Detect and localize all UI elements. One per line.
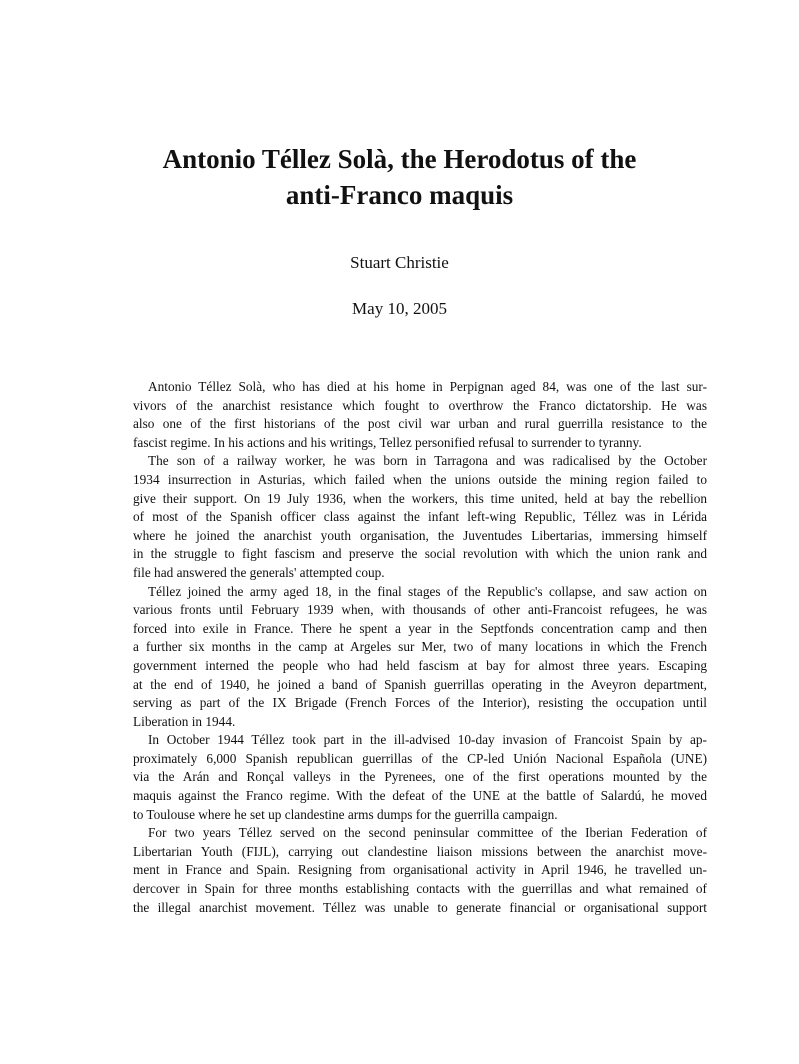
author-name: Stuart Christie	[350, 253, 449, 272]
text-line: via the Arán and Ronçal valleys in the Pyrenees, one of the first operations mounted by the	[133, 769, 707, 785]
text-line: vivors of the anarchist resistance which fought to overthrow the Franco dictatorship. He was	[133, 397, 707, 413]
publication-date: May 10, 2005	[352, 299, 447, 318]
text-line: government interned the people who had held fascism at bay for almost three years. Escaping	[133, 657, 707, 673]
text-line: Liberation in 1944.	[133, 713, 236, 729]
text-line: give their support. On 19 July 1936, when the workers, this time united, held at bay the rebellion	[133, 490, 707, 506]
text-line: maquis against the Franco regime. With the defeat of the UNE at the battle of Salardú, he moved	[133, 788, 707, 804]
article-body	[133, 378, 707, 917]
text-line: For two years Téllez served on the second peninsular committee of the Iberian Federation of	[148, 825, 707, 841]
text-line: proximately 6,000 Spanish republican guerrillas of the CP-led Unión Nacional Española (UNE)	[133, 750, 707, 766]
title-line: anti-Franco maquis	[285, 180, 514, 210]
text-line: forced into exile in France. There he spent a year in the Septfonds concentration camp and then	[133, 620, 707, 636]
text-line: a further six months in the camp at Argeles sur Mer, two of many locations in which the French	[133, 639, 707, 655]
paragraph	[133, 824, 707, 917]
text-line: in the struggle to fight fascism and preserve the social revolution with which the union rank and	[133, 546, 707, 562]
text-line: at the end of 1940, he joined a band of Spanish guerrillas operating in the Aveyron department,	[133, 676, 707, 692]
text-line: to Toulouse where he set up clandestine arms dumps for the guerrilla campaign.	[133, 806, 558, 822]
paragraph	[133, 452, 707, 582]
text-line: where he joined the anarchist youth organisation, the Juventudes Libertarias, immersing himself	[133, 527, 707, 543]
text-line: Libertarian Youth (FIJL), carrying out clandestine liaison missions between the anarchist move-	[133, 843, 707, 859]
paragraph	[133, 378, 707, 452]
text-line: ment in France and Spain. Resigning from organisational activity in April 1946, he travelled un-	[133, 862, 707, 878]
text-line: file had answered the generals' attempted coup.	[133, 564, 385, 580]
title-line: Antonio Téllez Solà, the Herodotus of the	[162, 144, 637, 174]
text-line: various fronts until February 1939 when, with thousands of other anti-Francoist refugees, he was	[133, 602, 707, 618]
paragraph	[133, 731, 707, 824]
text-line: the illegal anarchist movement. Téllez was unable to generate financial or organisational support	[133, 899, 707, 915]
text-line: serving as part of the IX Brigade (French Forces of the Interior), resisting the occupation until	[133, 695, 707, 711]
document-title	[100, 141, 699, 213]
text-line: Téllez joined the army aged 18, in the final stages of the Republic's collapse, and saw action on	[148, 583, 707, 599]
text-line: also one of the first historians of the post civil war urban and rural guerrilla resistance to the	[133, 416, 707, 432]
text-line: 1934 insurrection in Asturias, which failed when the unions outside the mining region failed to	[133, 471, 707, 487]
text-line: of most of the Spanish officer class against the infant left-wing Republic, Téllez was in Lérida	[133, 509, 707, 525]
text-line: The son of a railway worker, he was born in Tarragona and was radicalised by the October	[148, 453, 707, 469]
text-line: In October 1944 Téllez took part in the ill-advised 10-day invasion of Francoist Spain by ap-	[148, 732, 707, 748]
text-line: fascist regime. In his actions and his writings, Tellez personified refusal to surrender to tyranny.	[133, 434, 642, 450]
text-line: dercover in Spain for three months establishing contacts with the guerrillas and what remained of	[133, 881, 707, 897]
paragraph	[133, 583, 707, 732]
text-line: Antonio Téllez Solà, who has died at his home in Perpignan aged 84, was one of the last sur-	[148, 379, 707, 394]
